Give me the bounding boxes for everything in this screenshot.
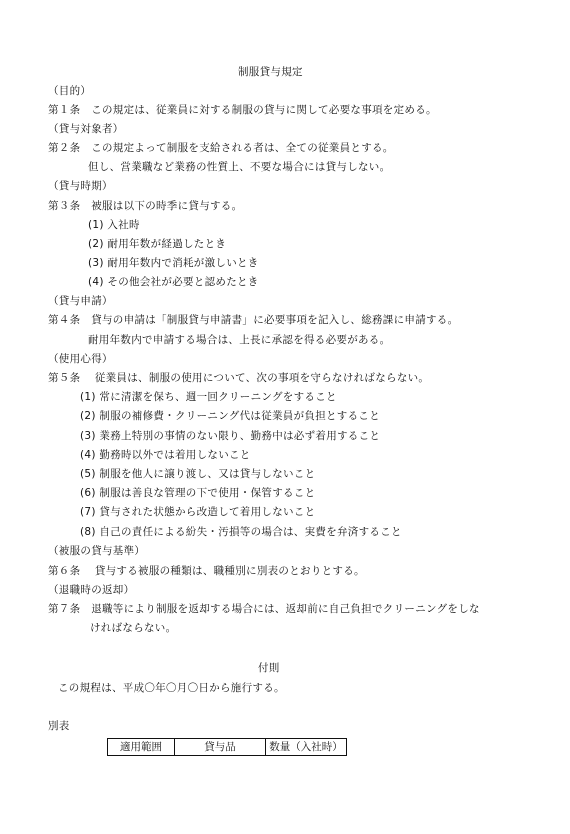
- supplementary-title: 付則: [258, 662, 280, 674]
- article-5-item: (2) 制服の補修費・クリーニング代は従業員が負担とすること: [80, 410, 380, 422]
- article-5-item: (8) 自己の責任による紛失・汚損等の場合は、実費を弁済すること: [80, 526, 402, 538]
- article-3-item: (2) 耐用年数が経過したとき: [88, 238, 227, 250]
- article-4-heading: （貸与申請）: [48, 295, 113, 307]
- table-header-row: [108, 739, 347, 756]
- article-7-text: 第７条 退職等により制服を返却する場合には、返却前に自己負担でクリーニングをしな: [48, 603, 480, 615]
- table-header-cell: 貸与品: [175, 739, 266, 756]
- article-1-heading: （目的）: [48, 85, 92, 97]
- article-5-item: (5) 制服を他人に譲り渡し、又は貸与しないこと: [80, 468, 316, 480]
- article-2-text-2: 但し、営業職など業務の性質上、不要な場合には貸与しない。: [88, 161, 391, 173]
- article-1-text: 第１条 この規定は、従業員に対する制服の貸与に関して必要な事項を定める。: [48, 104, 437, 116]
- article-3-heading: （貸与時期）: [48, 180, 113, 192]
- article-3-text: 第３条 被服は以下の時季に貸与する。: [48, 200, 243, 212]
- article-2-text: 第２条 この規定よって制服を支給される者は、全ての従業員とする。: [48, 142, 394, 154]
- article-3-item: (4) その他会社が必要と認めたとき: [88, 276, 259, 288]
- article-2-heading: （貸与対象者）: [48, 123, 124, 135]
- table-header-cell: 適用範囲: [108, 739, 175, 756]
- article-4-text: 第４条 貸与の申請は「制服貸与申請書」に必要事項を記入し、総務課に申請する。: [48, 314, 459, 326]
- article-5-text: 第５条 従業員は、制服の使用について、次の事項を守らなければならない。: [48, 372, 430, 384]
- article-5-heading: （使用心得）: [48, 353, 113, 365]
- table-header-cell: 数量（入社時）: [266, 739, 347, 756]
- article-4-text-2: 耐用年数内で申請する場合は、上長に承認を得る必要がある。: [88, 334, 391, 346]
- supplementary-text: この規程は、平成〇年〇月〇日から施行する。: [58, 682, 285, 694]
- document-title: 制服貸与規定: [238, 66, 303, 78]
- article-5-item: (3) 業務上特別の事情のない限り、勤務中は必ず着用すること: [80, 430, 381, 442]
- article-3-item: (3) 耐用年数内で消耗が激しいとき: [88, 257, 259, 269]
- article-5-item: (6) 制服は善良な管理の下で使用・保管すること: [80, 487, 316, 499]
- article-5-item: (1) 常に清潔を保ち、週一回クリーニングをすること: [80, 391, 337, 403]
- appendix-table: [107, 738, 347, 756]
- article-3-item: (1) 入社時: [88, 219, 140, 231]
- article-5-item: (4) 勤務時以外では着用しないこと: [80, 449, 251, 461]
- article-7-text-2: ければならない。: [90, 622, 177, 634]
- article-6-text: 第６条 貸与する被服の種類は、職種別に別表のとおりとする。: [48, 565, 365, 577]
- article-5-item: (7) 貸与された状態から改造して着用しないこと: [80, 506, 316, 518]
- article-7-heading: （退職時の返却）: [48, 584, 135, 596]
- article-6-heading: （被服の貸与基準）: [48, 545, 146, 557]
- appendix-label: 別表: [48, 720, 70, 732]
